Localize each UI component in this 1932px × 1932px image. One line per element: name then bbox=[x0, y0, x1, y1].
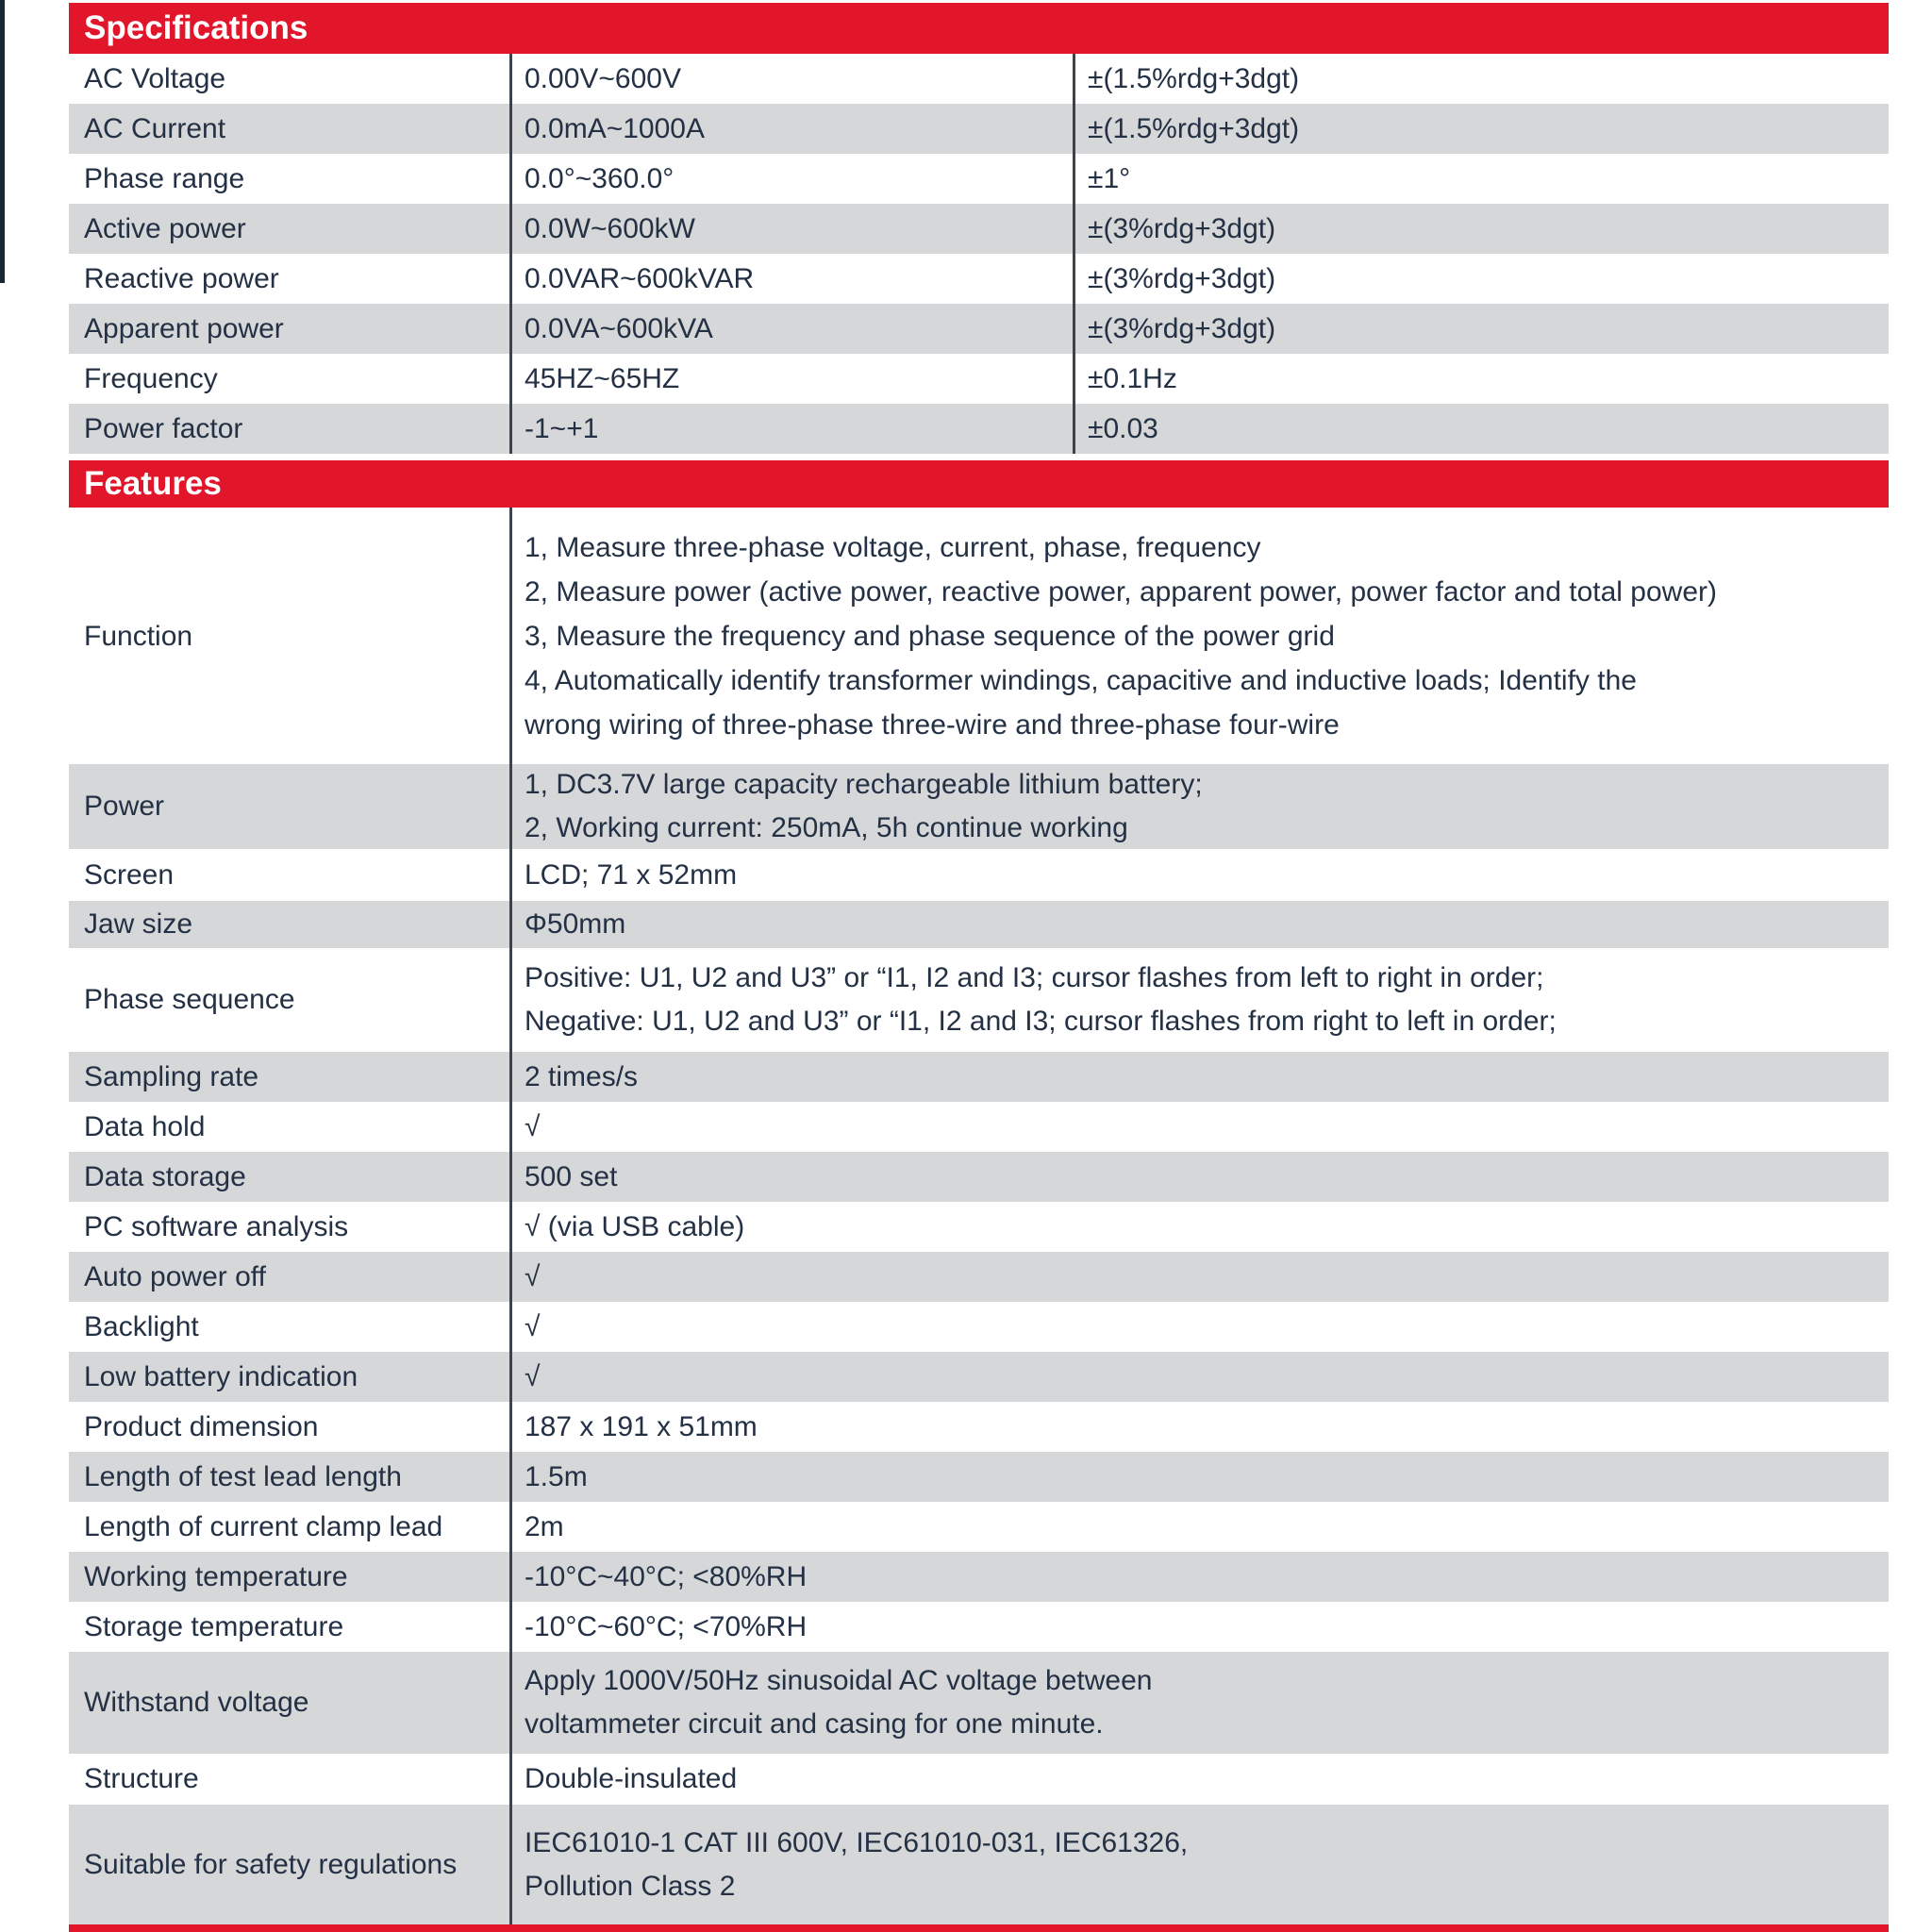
feature-value-line: 2, Working current: 250mA, 5h continue working bbox=[525, 812, 1128, 843]
feature-value-line: Apply 1000V/50Hz sinusoidal AC voltage between bbox=[525, 1665, 1153, 1696]
specifications-title: Specifications bbox=[84, 9, 308, 46]
feature-value-line: 3, Measure the frequency and phase sequence of the power grid bbox=[525, 620, 1335, 652]
spec-accuracy-value-line: ±0.03 bbox=[1088, 412, 1158, 444]
feature-label-line: Jaw size bbox=[84, 908, 193, 940]
feature-row bbox=[69, 901, 1889, 948]
feature-value-line: 1.5m bbox=[525, 1460, 588, 1492]
feature-value-line: 187 x 191 x 51mm bbox=[525, 1410, 758, 1442]
spec-accuracy-value-line: ±0.1Hz bbox=[1088, 362, 1177, 394]
feature-value bbox=[509, 764, 1889, 849]
spec-range-value bbox=[509, 204, 1073, 254]
spec-parameter-label bbox=[69, 54, 509, 104]
spec-parameter-label bbox=[69, 204, 509, 254]
feature-value bbox=[509, 901, 1889, 948]
feature-label-line: Structure bbox=[84, 1763, 199, 1794]
feature-value-line: 4, Automatically identify transformer windings, capacitive and inductive loads; Identify the bbox=[525, 664, 1637, 696]
feature-value bbox=[509, 1602, 1889, 1652]
feature-label bbox=[69, 1502, 509, 1552]
spec-accuracy-value bbox=[1073, 154, 1889, 204]
feature-value bbox=[509, 1152, 1889, 1202]
feature-label-line: Storage temperature bbox=[84, 1610, 344, 1642]
feature-row bbox=[69, 1652, 1889, 1754]
spec-range-value-line: 0.0mA~1000A bbox=[525, 112, 705, 144]
specifications-section bbox=[69, 3, 1889, 454]
feature-label-line: Auto power off bbox=[84, 1260, 266, 1292]
feature-label bbox=[69, 1754, 509, 1805]
feature-label bbox=[69, 1102, 509, 1152]
spec-range-value-line: 0.0°~360.0° bbox=[525, 162, 675, 194]
spec-accuracy-value bbox=[1073, 54, 1889, 104]
feature-row bbox=[69, 1602, 1889, 1652]
spec-accuracy-value-line: ±1° bbox=[1088, 162, 1131, 194]
feature-value-line: Φ50mm bbox=[525, 908, 626, 940]
feature-label bbox=[69, 948, 509, 1052]
spec-row bbox=[69, 404, 1889, 454]
features-header bbox=[69, 460, 1889, 508]
feature-value-line: 1, DC3.7V large capacity rechargeable lithium battery; bbox=[525, 769, 1203, 800]
feature-row bbox=[69, 1102, 1889, 1152]
feature-label-line: Low battery indication bbox=[84, 1360, 358, 1392]
feature-label-line: Data storage bbox=[84, 1160, 246, 1192]
feature-label bbox=[69, 764, 509, 849]
feature-row bbox=[69, 1502, 1889, 1552]
feature-row bbox=[69, 1552, 1889, 1602]
spec-row bbox=[69, 104, 1889, 154]
spec-range-value-line: 0.0VA~600kVA bbox=[525, 312, 713, 344]
feature-value bbox=[509, 849, 1889, 901]
spec-accuracy-value-line: ±(3%rdg+3dgt) bbox=[1088, 262, 1276, 294]
feature-label-line: Withstand voltage bbox=[84, 1687, 309, 1718]
spec-accuracy-value-line: ±(1.5%rdg+3dgt) bbox=[1088, 112, 1300, 144]
feature-value-line: Double-insulated bbox=[525, 1763, 738, 1794]
feature-row bbox=[69, 1805, 1889, 1924]
spec-parameter-label bbox=[69, 404, 509, 454]
feature-label bbox=[69, 1602, 509, 1652]
spec-accuracy-value bbox=[1073, 204, 1889, 254]
spec-parameter-label bbox=[69, 354, 509, 404]
feature-value bbox=[509, 1502, 1889, 1552]
feature-label-line: Backlight bbox=[84, 1310, 199, 1342]
features-section bbox=[69, 460, 1889, 1924]
feature-row bbox=[69, 764, 1889, 849]
feature-value-line: Pollution Class 2 bbox=[525, 1870, 736, 1902]
feature-value-line: √ (via USB cable) bbox=[525, 1210, 745, 1242]
feature-label-line: Power bbox=[84, 791, 165, 822]
feature-label-line: PC software analysis bbox=[84, 1210, 349, 1242]
spec-row bbox=[69, 354, 1889, 404]
feature-label bbox=[69, 1252, 509, 1302]
spec-range-value-line: 0.0W~600kW bbox=[525, 212, 695, 244]
feature-value-line: 500 set bbox=[525, 1160, 618, 1192]
feature-value bbox=[509, 1102, 1889, 1152]
spec-range-value bbox=[509, 304, 1073, 354]
feature-value-line: 1, Measure three-phase voltage, current, phase, frequency bbox=[525, 531, 1261, 563]
spec-parameter-label bbox=[69, 304, 509, 354]
specifications-header bbox=[69, 3, 1889, 54]
feature-value bbox=[509, 1352, 1889, 1402]
feature-value bbox=[509, 1652, 1889, 1754]
feature-value-line: √ bbox=[525, 1360, 541, 1392]
feature-label-line: Screen bbox=[84, 858, 175, 891]
feature-value-line: LCD; 71 x 52mm bbox=[525, 858, 738, 891]
feature-label-line: Product dimension bbox=[84, 1410, 319, 1442]
spec-parameter-label-line: Apparent power bbox=[84, 312, 284, 344]
feature-value-line: 2 times/s bbox=[525, 1060, 639, 1092]
feature-value bbox=[509, 1805, 1889, 1924]
feature-label bbox=[69, 508, 509, 764]
spec-accuracy-value bbox=[1073, 404, 1889, 454]
feature-label-line: Working temperature bbox=[84, 1560, 348, 1592]
feature-value-line: wrong wiring of three-phase three-wire and three-phase four-wire bbox=[525, 708, 1340, 741]
feature-label bbox=[69, 1202, 509, 1252]
left-edge-artifact bbox=[0, 0, 5, 283]
feature-label-line: Length of test lead length bbox=[84, 1460, 402, 1492]
feature-row bbox=[69, 849, 1889, 901]
feature-value-line: Negative: U1, U2 and U3” or “I1, I2 and I3; cursor flashes from right to left in order; bbox=[525, 1006, 1557, 1037]
feature-row bbox=[69, 1152, 1889, 1202]
feature-row bbox=[69, 1052, 1889, 1102]
feature-value-line: √ bbox=[525, 1110, 541, 1142]
feature-label bbox=[69, 1052, 509, 1102]
spec-row bbox=[69, 204, 1889, 254]
feature-label bbox=[69, 1352, 509, 1402]
feature-value bbox=[509, 1754, 1889, 1805]
bottom-red-strip bbox=[69, 1924, 1889, 1932]
spec-row bbox=[69, 254, 1889, 304]
feature-value-line: √ bbox=[525, 1310, 541, 1342]
feature-row bbox=[69, 1302, 1889, 1352]
feature-value bbox=[509, 1202, 1889, 1252]
spec-row bbox=[69, 54, 1889, 104]
feature-value bbox=[509, 1052, 1889, 1102]
spec-row bbox=[69, 304, 1889, 354]
spec-parameter-label-line: Power factor bbox=[84, 412, 243, 444]
feature-row bbox=[69, 1202, 1889, 1252]
spec-parameter-label-line: Active power bbox=[84, 212, 246, 244]
feature-value bbox=[509, 508, 1889, 764]
spec-parameter-label bbox=[69, 154, 509, 204]
feature-label bbox=[69, 1402, 509, 1452]
spec-parameter-label bbox=[69, 104, 509, 154]
spec-range-value bbox=[509, 154, 1073, 204]
spec-accuracy-value bbox=[1073, 254, 1889, 304]
feature-value-line: 2, Measure power (active power, reactive power, apparent power, power factor and total power) bbox=[525, 575, 1717, 608]
feature-value-line: 2m bbox=[525, 1510, 564, 1542]
feature-value bbox=[509, 1302, 1889, 1352]
feature-label-line: Length of current clamp lead bbox=[84, 1510, 443, 1542]
feature-value-line: Positive: U1, U2 and U3” or “I1, I2 and I3; cursor flashes from left to right in order; bbox=[525, 962, 1544, 993]
feature-row bbox=[69, 1452, 1889, 1502]
feature-label-line: Data hold bbox=[84, 1110, 206, 1142]
features-title: Features bbox=[84, 465, 222, 502]
spec-range-value-line: -1~+1 bbox=[525, 412, 599, 444]
spec-document bbox=[69, 3, 1889, 1932]
feature-label bbox=[69, 1452, 509, 1502]
spec-range-value bbox=[509, 354, 1073, 404]
feature-label-line: Function bbox=[84, 620, 193, 652]
feature-value-line: IEC61010-1 CAT III 600V, IEC61010-031, IEC61326, bbox=[525, 1826, 1189, 1858]
feature-label bbox=[69, 1552, 509, 1602]
spec-parameter-label-line: Phase range bbox=[84, 162, 245, 194]
spec-range-value-line: 45HZ~65HZ bbox=[525, 362, 680, 394]
feature-value bbox=[509, 948, 1889, 1052]
spec-range-value bbox=[509, 54, 1073, 104]
feature-value bbox=[509, 1252, 1889, 1302]
feature-row bbox=[69, 1754, 1889, 1805]
feature-label-line: Phase sequence bbox=[84, 984, 295, 1015]
spec-accuracy-value-line: ±(3%rdg+3dgt) bbox=[1088, 312, 1276, 344]
feature-value bbox=[509, 1552, 1889, 1602]
spec-accuracy-value bbox=[1073, 104, 1889, 154]
spec-accuracy-value bbox=[1073, 304, 1889, 354]
feature-value bbox=[509, 1402, 1889, 1452]
spec-parameter-label-line: AC Current bbox=[84, 112, 226, 144]
spec-range-value bbox=[509, 104, 1073, 154]
spec-range-value-line: 0.0VAR~600kVAR bbox=[525, 262, 755, 294]
feature-value-line: √ bbox=[525, 1260, 541, 1292]
spec-parameter-label-line: AC Voltage bbox=[84, 62, 226, 94]
feature-value-line: voltammeter circuit and casing for one minute. bbox=[525, 1708, 1104, 1740]
feature-row bbox=[69, 508, 1889, 764]
spec-range-value-line: 0.00V~600V bbox=[525, 62, 681, 94]
feature-label bbox=[69, 1805, 509, 1924]
feature-label-line: Sampling rate bbox=[84, 1060, 259, 1092]
feature-row bbox=[69, 1252, 1889, 1302]
spec-accuracy-value-line: ±(3%rdg+3dgt) bbox=[1088, 212, 1276, 244]
spec-parameter-label-line: Frequency bbox=[84, 362, 218, 394]
feature-label bbox=[69, 849, 509, 901]
feature-row bbox=[69, 948, 1889, 1052]
feature-label bbox=[69, 1652, 509, 1754]
feature-value bbox=[509, 1452, 1889, 1502]
feature-label bbox=[69, 1302, 509, 1352]
feature-label bbox=[69, 901, 509, 948]
specifications-table bbox=[69, 54, 1889, 454]
spec-accuracy-value bbox=[1073, 354, 1889, 404]
spec-range-value bbox=[509, 254, 1073, 304]
feature-label-line: Suitable for safety regulations bbox=[84, 1848, 458, 1880]
feature-label bbox=[69, 1152, 509, 1202]
spec-accuracy-value-line: ±(1.5%rdg+3dgt) bbox=[1088, 62, 1300, 94]
feature-value-line: -10°C~40°C; <80%RH bbox=[525, 1560, 808, 1592]
feature-value-line: -10°C~60°C; <70%RH bbox=[525, 1610, 808, 1642]
feature-row bbox=[69, 1352, 1889, 1402]
spec-parameter-label bbox=[69, 254, 509, 304]
feature-row bbox=[69, 1402, 1889, 1452]
spec-parameter-label-line: Reactive power bbox=[84, 262, 279, 294]
spec-range-value bbox=[509, 404, 1073, 454]
features-table bbox=[69, 508, 1889, 1924]
spec-row bbox=[69, 154, 1889, 204]
